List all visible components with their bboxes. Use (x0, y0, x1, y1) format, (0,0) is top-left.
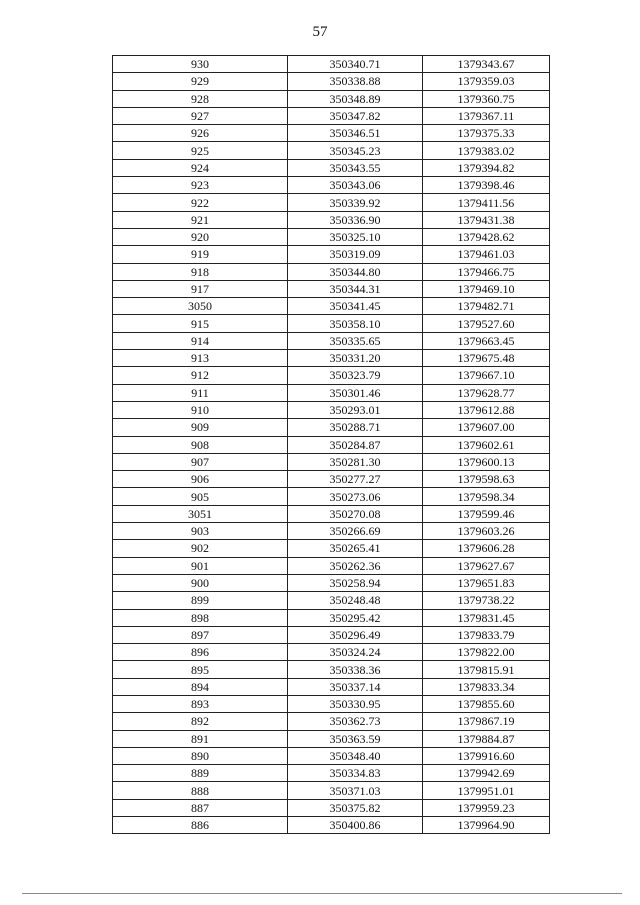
y-coordinate-cell: 1379343.67 (423, 56, 550, 73)
table-row (113, 298, 550, 315)
point-number-cell: 925 (113, 142, 288, 159)
table-row (113, 523, 550, 540)
x-coordinate-cell: 350375.82 (288, 799, 423, 816)
x-coordinate-cell: 350341.45 (288, 298, 423, 315)
x-coordinate-cell: 350344.80 (288, 263, 423, 280)
point-number-cell: 930 (113, 56, 288, 73)
point-number-cell: 926 (113, 125, 288, 142)
x-coordinate-cell: 350337.14 (288, 678, 423, 695)
x-coordinate-cell: 350330.95 (288, 695, 423, 712)
table-row (113, 747, 550, 764)
point-number-cell: 888 (113, 782, 288, 799)
table-row (113, 436, 550, 453)
point-number-cell: 891 (113, 730, 288, 747)
table-row (113, 384, 550, 401)
y-coordinate-cell: 1379383.02 (423, 142, 550, 159)
point-number-cell: 927 (113, 107, 288, 124)
x-coordinate-cell: 350288.71 (288, 419, 423, 436)
x-coordinate-cell: 350295.42 (288, 609, 423, 626)
y-coordinate-cell: 1379367.11 (423, 107, 550, 124)
point-number-cell: 896 (113, 644, 288, 661)
table-row (113, 817, 550, 834)
table-row (113, 401, 550, 418)
y-coordinate-cell: 1379738.22 (423, 592, 550, 609)
y-coordinate-cell: 1379833.79 (423, 626, 550, 643)
y-coordinate-cell: 1379398.46 (423, 177, 550, 194)
point-number-cell: 886 (113, 817, 288, 834)
table-row (113, 695, 550, 712)
x-coordinate-cell: 350348.40 (288, 747, 423, 764)
point-number-cell: 903 (113, 523, 288, 540)
point-number-cell: 902 (113, 540, 288, 557)
y-coordinate-cell: 1379916.60 (423, 747, 550, 764)
point-number-cell: 911 (113, 384, 288, 401)
y-coordinate-cell: 1379651.83 (423, 574, 550, 591)
y-coordinate-cell: 1379360.75 (423, 90, 550, 107)
table-row (113, 350, 550, 367)
point-number-cell: 922 (113, 194, 288, 211)
point-number-cell: 923 (113, 177, 288, 194)
table-row (113, 367, 550, 384)
point-number-cell: 901 (113, 557, 288, 574)
point-number-cell: 919 (113, 246, 288, 263)
x-coordinate-cell: 350336.90 (288, 211, 423, 228)
x-coordinate-cell: 350331.20 (288, 350, 423, 367)
x-coordinate-cell: 350339.92 (288, 194, 423, 211)
point-number-cell: 897 (113, 626, 288, 643)
y-coordinate-cell: 1379884.87 (423, 730, 550, 747)
table-row (113, 678, 550, 695)
point-number-cell: 928 (113, 90, 288, 107)
table-row (113, 90, 550, 107)
x-coordinate-cell: 350284.87 (288, 436, 423, 453)
y-coordinate-cell: 1379602.61 (423, 436, 550, 453)
point-number-cell: 920 (113, 228, 288, 245)
point-number-cell: 887 (113, 799, 288, 816)
y-coordinate-cell: 1379527.60 (423, 315, 550, 332)
point-number-cell: 3051 (113, 505, 288, 522)
y-coordinate-cell: 1379469.10 (423, 280, 550, 297)
point-number-cell: 898 (113, 609, 288, 626)
table-row (113, 782, 550, 799)
y-coordinate-cell: 1379959.23 (423, 799, 550, 816)
table-row (113, 592, 550, 609)
point-number-cell: 914 (113, 332, 288, 349)
point-number-cell: 909 (113, 419, 288, 436)
table-row (113, 453, 550, 470)
y-coordinate-cell: 1379411.56 (423, 194, 550, 211)
table-row (113, 194, 550, 211)
table-row (113, 488, 550, 505)
table-row (113, 505, 550, 522)
point-number-cell: 907 (113, 453, 288, 470)
point-number-cell: 924 (113, 159, 288, 176)
point-number-cell: 900 (113, 574, 288, 591)
y-coordinate-cell: 1379599.46 (423, 505, 550, 522)
coordinates-table-body (113, 56, 550, 834)
point-number-cell: 905 (113, 488, 288, 505)
y-coordinate-cell: 1379466.75 (423, 263, 550, 280)
x-coordinate-cell: 350319.09 (288, 246, 423, 263)
x-coordinate-cell: 350347.82 (288, 107, 423, 124)
y-coordinate-cell: 1379394.82 (423, 159, 550, 176)
point-number-cell: 910 (113, 401, 288, 418)
table-row (113, 263, 550, 280)
point-number-cell: 893 (113, 695, 288, 712)
table-row (113, 332, 550, 349)
y-coordinate-cell: 1379359.03 (423, 73, 550, 90)
table-row (113, 661, 550, 678)
point-number-cell: 915 (113, 315, 288, 332)
point-number-cell: 3050 (113, 298, 288, 315)
x-coordinate-cell: 350325.10 (288, 228, 423, 245)
table-row (113, 609, 550, 626)
y-coordinate-cell: 1379431.38 (423, 211, 550, 228)
x-coordinate-cell: 350281.30 (288, 453, 423, 470)
x-coordinate-cell: 350358.10 (288, 315, 423, 332)
x-coordinate-cell: 350265.41 (288, 540, 423, 557)
table-row (113, 280, 550, 297)
x-coordinate-cell: 350324.24 (288, 644, 423, 661)
y-coordinate-cell: 1379603.26 (423, 523, 550, 540)
y-coordinate-cell: 1379607.00 (423, 419, 550, 436)
point-number-cell: 917 (113, 280, 288, 297)
y-coordinate-cell: 1379942.69 (423, 765, 550, 782)
table-row (113, 73, 550, 90)
coordinates-table (112, 55, 550, 834)
table-row (113, 765, 550, 782)
x-coordinate-cell: 350270.08 (288, 505, 423, 522)
x-coordinate-cell: 350343.55 (288, 159, 423, 176)
x-coordinate-cell: 350340.71 (288, 56, 423, 73)
x-coordinate-cell: 350338.36 (288, 661, 423, 678)
x-coordinate-cell: 350296.49 (288, 626, 423, 643)
point-number-cell: 894 (113, 678, 288, 695)
table-row (113, 471, 550, 488)
y-coordinate-cell: 1379598.34 (423, 488, 550, 505)
x-coordinate-cell: 350400.86 (288, 817, 423, 834)
x-coordinate-cell: 350343.06 (288, 177, 423, 194)
x-coordinate-cell: 350248.48 (288, 592, 423, 609)
y-coordinate-cell: 1379855.60 (423, 695, 550, 712)
table-row (113, 315, 550, 332)
table-row (113, 177, 550, 194)
table-row (113, 56, 550, 73)
x-coordinate-cell: 350335.65 (288, 332, 423, 349)
y-coordinate-cell: 1379833.34 (423, 678, 550, 695)
x-coordinate-cell: 350362.73 (288, 713, 423, 730)
table-row (113, 211, 550, 228)
y-coordinate-cell: 1379822.00 (423, 644, 550, 661)
bottom-divider (22, 893, 622, 894)
table-row (113, 228, 550, 245)
x-coordinate-cell: 350273.06 (288, 488, 423, 505)
y-coordinate-cell: 1379598.63 (423, 471, 550, 488)
table-row (113, 574, 550, 591)
point-number-cell: 918 (113, 263, 288, 280)
point-number-cell: 890 (113, 747, 288, 764)
x-coordinate-cell: 350334.83 (288, 765, 423, 782)
x-coordinate-cell: 350344.31 (288, 280, 423, 297)
x-coordinate-cell: 350293.01 (288, 401, 423, 418)
point-number-cell: 908 (113, 436, 288, 453)
table-row (113, 713, 550, 730)
y-coordinate-cell: 1379606.28 (423, 540, 550, 557)
y-coordinate-cell: 1379964.90 (423, 817, 550, 834)
point-number-cell: 899 (113, 592, 288, 609)
x-coordinate-cell: 350346.51 (288, 125, 423, 142)
point-number-cell: 912 (113, 367, 288, 384)
point-number-cell: 895 (113, 661, 288, 678)
x-coordinate-cell: 350348.89 (288, 90, 423, 107)
point-number-cell: 913 (113, 350, 288, 367)
y-coordinate-cell: 1379461.03 (423, 246, 550, 263)
x-coordinate-cell: 350345.23 (288, 142, 423, 159)
x-coordinate-cell: 350277.27 (288, 471, 423, 488)
y-coordinate-cell: 1379831.45 (423, 609, 550, 626)
point-number-cell: 889 (113, 765, 288, 782)
page-number: 57 (312, 24, 328, 40)
y-coordinate-cell: 1379867.19 (423, 713, 550, 730)
table-row (113, 799, 550, 816)
y-coordinate-cell: 1379627.67 (423, 557, 550, 574)
table-row (113, 419, 550, 436)
y-coordinate-cell: 1379428.62 (423, 228, 550, 245)
y-coordinate-cell: 1379667.10 (423, 367, 550, 384)
point-number-cell: 892 (113, 713, 288, 730)
x-coordinate-cell: 350363.59 (288, 730, 423, 747)
table-row (113, 540, 550, 557)
table-row (113, 125, 550, 142)
point-number-cell: 921 (113, 211, 288, 228)
table-row (113, 557, 550, 574)
table-row (113, 142, 550, 159)
y-coordinate-cell: 1379482.71 (423, 298, 550, 315)
y-coordinate-cell: 1379675.48 (423, 350, 550, 367)
x-coordinate-cell: 350338.88 (288, 73, 423, 90)
table-row (113, 159, 550, 176)
x-coordinate-cell: 350301.46 (288, 384, 423, 401)
y-coordinate-cell: 1379375.33 (423, 125, 550, 142)
y-coordinate-cell: 1379663.45 (423, 332, 550, 349)
y-coordinate-cell: 1379600.13 (423, 453, 550, 470)
x-coordinate-cell: 350371.03 (288, 782, 423, 799)
table-row (113, 730, 550, 747)
table-row (113, 246, 550, 263)
y-coordinate-cell: 1379628.77 (423, 384, 550, 401)
y-coordinate-cell: 1379815.91 (423, 661, 550, 678)
table-row (113, 107, 550, 124)
x-coordinate-cell: 350258.94 (288, 574, 423, 591)
y-coordinate-cell: 1379951.01 (423, 782, 550, 799)
y-coordinate-cell: 1379612.88 (423, 401, 550, 418)
point-number-cell: 929 (113, 73, 288, 90)
x-coordinate-cell: 350266.69 (288, 523, 423, 540)
x-coordinate-cell: 350323.79 (288, 367, 423, 384)
point-number-cell: 906 (113, 471, 288, 488)
table-row (113, 626, 550, 643)
x-coordinate-cell: 350262.36 (288, 557, 423, 574)
table-row (113, 644, 550, 661)
